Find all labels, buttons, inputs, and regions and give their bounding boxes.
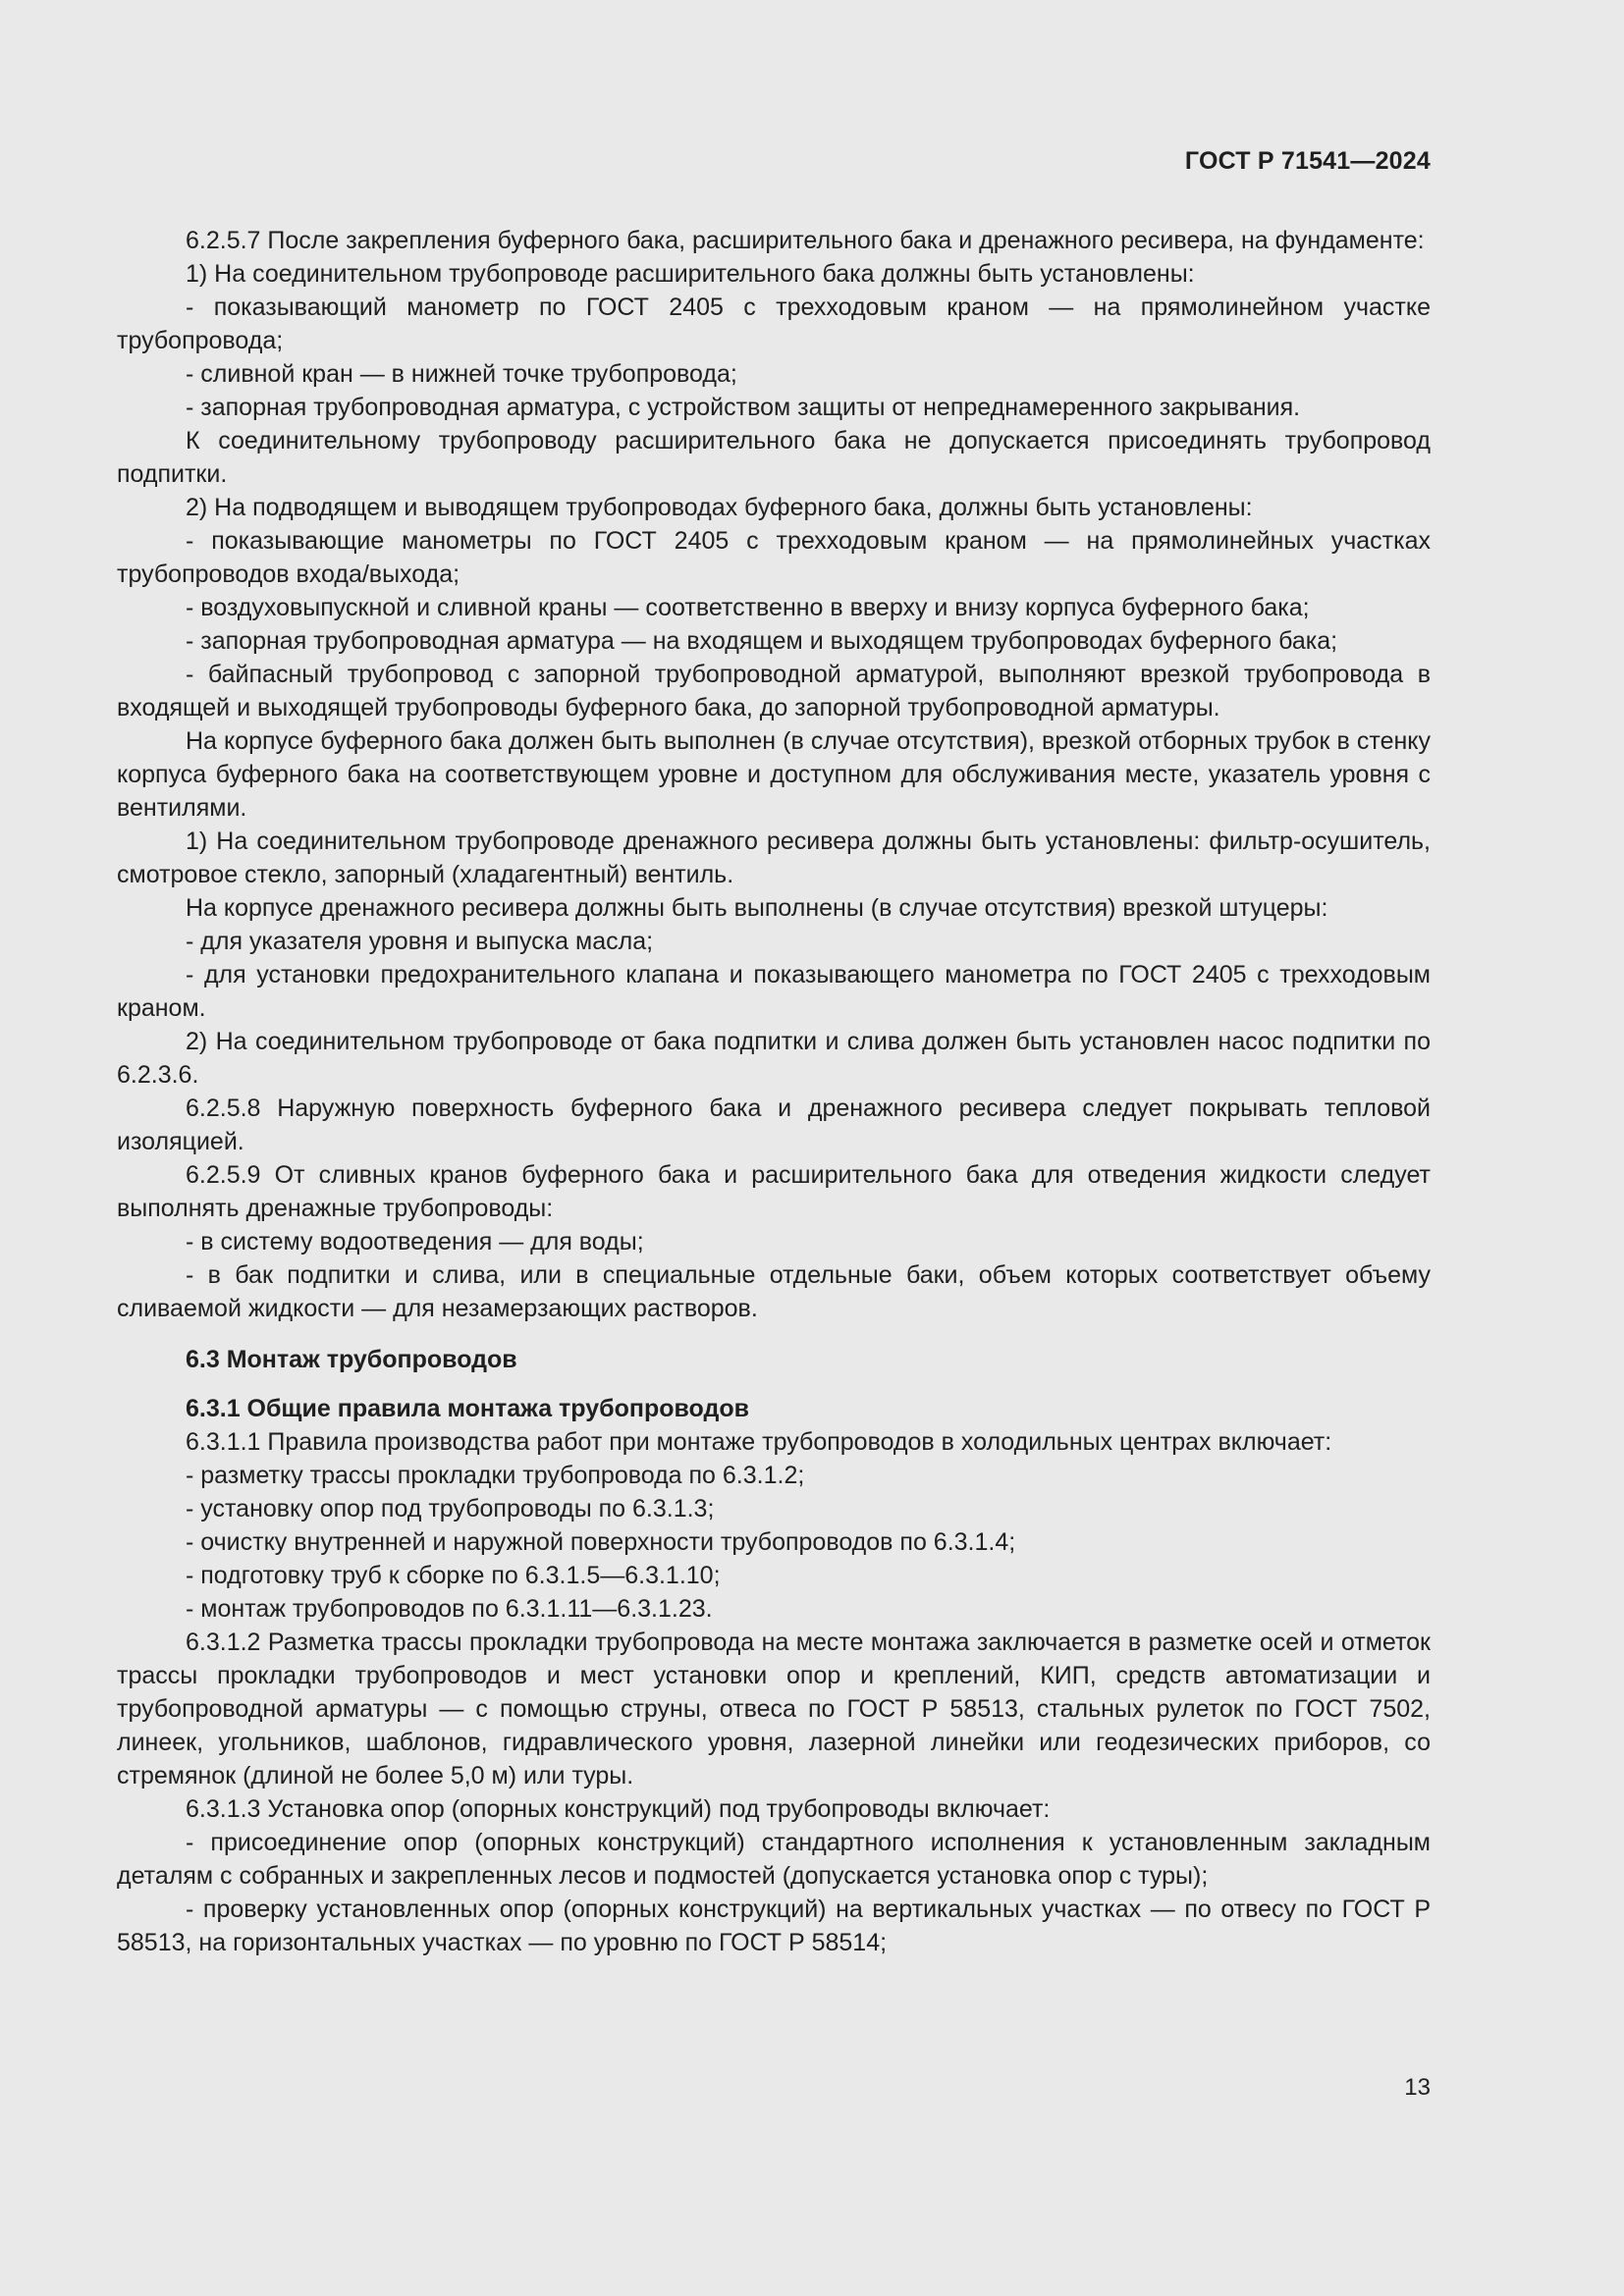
list-item: - в бак подпитки и слива, или в специальные отдельные баки, объем которых соответствует объему сливаемой жидкости — для незамерзающих растворов. xyxy=(117,1261,1431,1322)
paragraph: 2) На соединительном трубопроводе от бака подпитки и слива должен быть установлен насос подпитки по 6.2.3.6. xyxy=(117,1028,1431,1089)
subsection-heading: 6.3.1 Общие правила монтажа трубопроводов xyxy=(186,1395,749,1422)
list-item: - в систему водоотведения — для воды; xyxy=(186,1228,644,1255)
list-item: - запорная трубопроводная арматура — на входящем и выходящем трубопроводах буферного бака; xyxy=(186,627,1338,655)
paragraph: 1) На соединительном трубопроводе расширительного бака должны быть установлены: xyxy=(186,260,1195,288)
paragraph: 6.2.5.8 Наружную поверхность буферного бака и дренажного ресивера следует покрывать тепловой изоляцией. xyxy=(117,1095,1431,1155)
page-number: 13 xyxy=(1404,2074,1431,2101)
paragraph: 6.3.1.3 Установка опор (опорных конструкций) под трубопроводы включает: xyxy=(186,1795,1051,1823)
list-item: - для установки предохранительного клапана и показывающего манометра по ГОСТ 2405 с трехходовым краном. xyxy=(117,961,1431,1022)
paragraph: 6.2.5.9 От сливных кранов буферного бака и расширительного бака для отведения жидкости следует выполнять дренажные трубопроводы: xyxy=(117,1161,1431,1222)
section-heading: 6.3 Монтаж трубопроводов xyxy=(186,1346,517,1373)
list-item: - очистку внутренней и наружной поверхности трубопроводов по 6.3.1.4; xyxy=(186,1528,1016,1556)
paragraph: 1) На соединительном трубопроводе дренажного ресивера должны быть установлены: фильтр-осушитель, смотровое стекло, запорный (хладагентный) вентиль. xyxy=(117,828,1431,888)
list-item: - байпасный трубопровод с запорной трубопроводной арматурой, выполняют врезкой трубопровода в входящей и выходящей трубопроводы буферного бака, до запорной трубопроводной арматуры. xyxy=(117,661,1431,721)
list-item: - показывающий манометр по ГОСТ 2405 с трехходовым краном — на прямолинейном участке трубопровода; xyxy=(117,294,1431,354)
list-item: - показывающие манометры по ГОСТ 2405 с трехходовым краном — на прямолинейных участках трубопроводов входа/выхода; xyxy=(117,527,1431,588)
list-item: - сливной кран — в нижней точке трубопровода; xyxy=(186,360,737,388)
list-item: - установку опор под трубопроводы по 6.3.1.3; xyxy=(186,1495,715,1522)
list-item: - для указателя уровня и выпуска масла; xyxy=(186,928,654,955)
paragraph: 6.3.1.2 Разметка трассы прокладки трубопровода на месте монтажа заключается в разметке осей и отметок трассы прокладки трубопроводов и мест установки опор и креплений, КИП, средств автоматизации и трубопроводной арматуры — с помощью струны, отвеса по ГОСТ Р 58513, стальных рулеток по ГОСТ 7502, линеек, угольников, шаблонов, гидравлического уровня, лазерной линейки или геодезических приборов, со стремянок (длиной не более 5,0 м) или туры. xyxy=(117,1629,1431,1789)
document-header: ГОСТ Р 71541—2024 xyxy=(1184,147,1431,175)
list-item: - разметку трассы прокладки трубопровода по 6.3.1.2; xyxy=(186,1462,805,1489)
paragraph: 6.3.1.1 Правила производства работ при монтаже трубопроводов в холодильных центрах включает: xyxy=(186,1428,1332,1456)
list-item: - проверку установленных опор (опорных конструкций) на вертикальных участках — по отвесу по ГОСТ Р 58513, на горизонтальных участках — по уровню по ГОСТ Р 58514; xyxy=(117,1896,1431,1956)
list-item: - монтаж трубопроводов по 6.3.1.11—6.3.1.23. xyxy=(186,1595,713,1623)
list-item: - присоединение опор (опорных конструкций) стандартного исполнения к установленным закладным деталям с собранных и закрепленных лесов и подмостей (допускается установка опор с туры); xyxy=(117,1829,1431,1890)
paragraph: К соединительному трубопроводу расширительного бака не допускается присоединять трубопровод подпитки. xyxy=(117,427,1431,488)
list-item: - воздуховыпускной и сливной краны — соответственно в вверху и внизу корпуса буферного бака; xyxy=(186,594,1310,621)
document-body xyxy=(117,224,1431,1959)
paragraph: На корпусе буферного бака должен быть выполнен (в случае отсутствия), врезкой отборных трубок в стенку корпуса буферного бака на соответствующем уровне и доступном для обслуживания месте, указатель уровня с вентилями. xyxy=(117,727,1431,822)
list-item: - подготовку труб к сборке по 6.3.1.5—6.3.1.10; xyxy=(186,1562,721,1589)
list-item: - запорная трубопроводная арматура, с устройством защиты от непреднамеренного закрывания. xyxy=(186,394,1301,421)
paragraph: 6.2.5.7 После закрепления буферного бака, расширительного бака и дренажного ресивера, на фундаменте: xyxy=(186,227,1425,254)
paragraph: На корпусе дренажного ресивера должны быть выполнены (в случае отсутствия) врезкой штуцеры: xyxy=(186,894,1328,922)
paragraph: 2) На подводящем и выводящем трубопроводах буферного бака, должны быть установлены: xyxy=(186,494,1253,521)
